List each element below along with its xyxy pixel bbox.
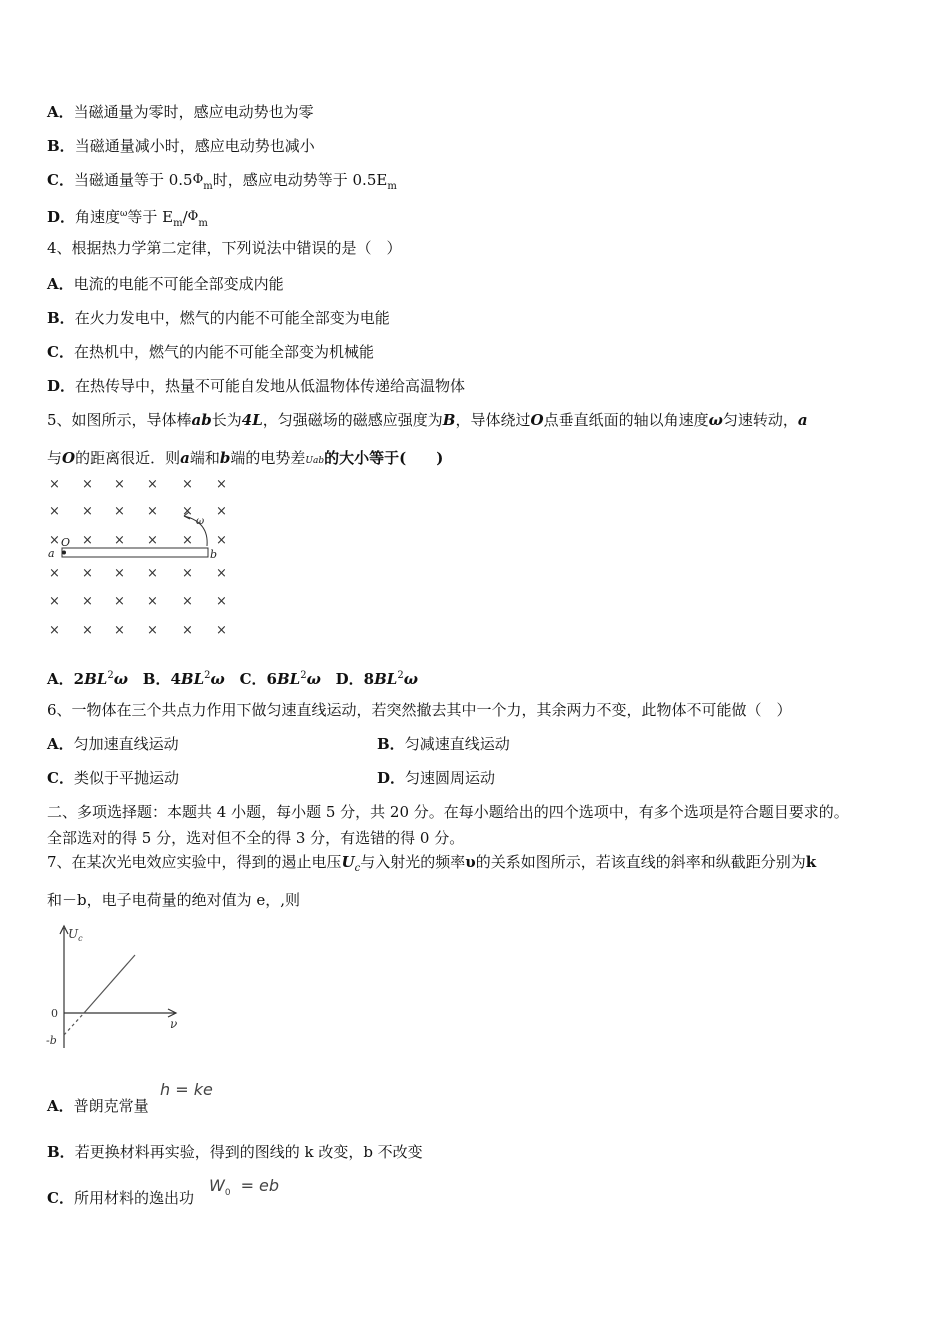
- q7-option-c: [47, 1188, 194, 1208]
- var-length: 4L: [241, 411, 263, 429]
- stem-text: 长为: [211, 411, 242, 429]
- var-a: a: [797, 411, 808, 429]
- option-label: B．: [142, 670, 171, 688]
- field-cross: ×: [216, 533, 227, 548]
- var-omega: ω: [113, 670, 128, 688]
- formula-rest: = eb: [240, 1176, 280, 1195]
- stem-text: 点垂直纸面的轴以角速度: [543, 411, 709, 429]
- stem-text: 匀速转动，: [722, 411, 798, 429]
- q5-option-a: [47, 670, 128, 688]
- field-cross: ×: [182, 594, 193, 609]
- field-cross: ×: [182, 623, 193, 638]
- option-label: D．: [335, 670, 364, 688]
- field-cross: ×: [82, 504, 93, 519]
- option-label: D．: [47, 208, 76, 226]
- var-omega: ω: [306, 670, 321, 688]
- field-cross: ×: [114, 504, 125, 519]
- q6-stem: 6、一物体在三个共点力作用下做匀速直线运动，若突然撤去其中一个力，其余两力不变，此物体不可能做（ ）: [47, 701, 792, 719]
- var-nu: υ: [465, 853, 476, 871]
- option-text: 等于 E: [127, 208, 174, 226]
- field-cross: ×: [82, 566, 93, 581]
- stem-text: 5、如图所示，导体棒: [47, 411, 192, 429]
- var-bl: BL: [84, 670, 108, 688]
- option-label: B．: [47, 1143, 75, 1161]
- option-text: 匀加速直线运动: [73, 735, 179, 753]
- option-label: D．: [47, 377, 76, 395]
- field-cross: ×: [114, 594, 125, 609]
- option-label: A．: [47, 670, 74, 688]
- q5-option-c: [240, 670, 321, 688]
- stem-text: 的距离很近．则: [75, 449, 181, 467]
- field-cross: ×: [114, 533, 125, 548]
- q6-option-d: [377, 768, 495, 788]
- stem-text: 端和: [189, 449, 220, 467]
- x-axis-label: ν: [170, 1017, 178, 1031]
- exponent: 2: [107, 670, 114, 681]
- option-label: C．: [47, 171, 74, 189]
- y-label-sub: c: [78, 934, 83, 943]
- q6-option-c: [47, 768, 179, 788]
- option-text: 在热传导中，热量不可能自发地从低温物体传递给高温物体: [75, 377, 466, 395]
- label-o: O: [61, 536, 71, 549]
- option-label: A．: [47, 1097, 74, 1115]
- coef: 8: [363, 670, 375, 688]
- field-cross: ×: [82, 477, 93, 492]
- q7-stem-line1: [47, 852, 816, 879]
- option-label: A．: [47, 275, 74, 293]
- var-o: O: [62, 449, 76, 467]
- coef: 4: [170, 670, 181, 688]
- pivot-point: [62, 551, 66, 555]
- var-b-end: b: [219, 449, 231, 467]
- q7-option-c-formula: [209, 1176, 279, 1198]
- coef: 2: [73, 670, 85, 688]
- option-text: 角速度: [75, 208, 121, 226]
- subscript: m: [198, 218, 208, 229]
- label-b: b: [210, 548, 218, 561]
- subscript: m: [203, 181, 213, 192]
- field-cross: ×: [49, 566, 60, 581]
- formula-w: W: [209, 1176, 225, 1195]
- option-text: 在火力发电中，燃气的内能不可能全部变为电能: [74, 309, 390, 327]
- option-label: B．: [47, 137, 75, 155]
- q5-option-d: [336, 670, 418, 688]
- q4-option-b: [47, 308, 390, 328]
- origin-label: 0: [51, 1007, 58, 1020]
- stem-text: 的关系如图所示，若该直线的斜率和纵截距分别为: [475, 853, 806, 871]
- q7-stem-line2: 和－b，电子电荷量的绝对值为 e，,则: [47, 891, 301, 909]
- option-label: C．: [47, 343, 74, 361]
- field-cross: ×: [49, 504, 60, 519]
- field-cross: ×: [216, 504, 227, 519]
- label-omega: ω: [196, 516, 205, 527]
- var-uab: Uab: [305, 456, 325, 466]
- field-cross: ×: [82, 594, 93, 609]
- graph-line-solid: [84, 955, 135, 1013]
- var-omega: ω: [403, 670, 419, 688]
- q7-option-b: [47, 1142, 423, 1162]
- stem-text: 7、在某次光电效应实验中，得到的遏止电压: [47, 853, 342, 871]
- stem-text: ，匀强磁场的磁感应强度为: [262, 411, 443, 429]
- stem-text: 端的电势差: [230, 449, 306, 467]
- field-cross: ×: [147, 533, 158, 548]
- q4-option-c: [47, 342, 374, 362]
- subscript: m: [387, 181, 397, 192]
- stem-text: 与: [47, 449, 63, 467]
- q4-stem: 4、根据热力学第二定律，下列说法中错误的是（ ）: [47, 239, 402, 257]
- option-label: D．: [377, 769, 406, 787]
- var-ab: ab: [191, 411, 212, 429]
- field-cross: ×: [114, 623, 125, 638]
- q7-option-a: [47, 1096, 149, 1116]
- var-u: U: [341, 853, 355, 871]
- exponent: 2: [397, 670, 404, 681]
- var-a: a: [180, 449, 190, 467]
- field-cross: ×: [82, 623, 93, 638]
- option-label: C．: [239, 670, 267, 688]
- q5-stem-line1: [47, 410, 808, 430]
- conductor-rod: [62, 548, 208, 557]
- option-label: C．: [47, 1189, 74, 1207]
- exponent: 2: [204, 670, 211, 681]
- field-cross: ×: [147, 594, 158, 609]
- omega-symbol: ω: [120, 209, 128, 219]
- q7-option-a-formula: h = ke: [160, 1080, 213, 1099]
- field-cross: ×: [182, 477, 193, 492]
- option-text: 当磁通量等于 0.5: [73, 171, 193, 189]
- field-cross: ×: [182, 504, 193, 519]
- option-text: 匀速圆周运动: [405, 769, 496, 787]
- option-text: 当磁通量减小时，感应电动势也减小: [74, 137, 315, 155]
- option-label: A．: [47, 103, 74, 121]
- q5-option-b: [143, 670, 225, 688]
- field-cross: ×: [82, 533, 93, 548]
- y-axis-label: [68, 927, 83, 943]
- y-label-main: U: [68, 927, 79, 941]
- var-b: B: [442, 411, 456, 429]
- intercept-label: -b: [46, 1034, 57, 1047]
- field-cross: ×: [182, 566, 193, 581]
- option-text: 电流的电能不可能全部变成内能: [73, 275, 284, 293]
- option-text: 时，感应电动势等于 0.5E: [212, 171, 388, 189]
- graph-line-dashed: [64, 1013, 84, 1035]
- option-text: 若更换材料再实验，得到的图线的 k 改变，b 不改变: [74, 1143, 423, 1161]
- var-bl: BL: [374, 670, 398, 688]
- q4-option-d: [47, 376, 465, 396]
- q3-option-c: [47, 170, 397, 197]
- option-text: 匀减速直线运动: [404, 735, 510, 753]
- option-label: B．: [47, 309, 75, 327]
- q6-option-a: [47, 734, 179, 754]
- var-k: k: [805, 853, 817, 871]
- option-text: 类似于平抛运动: [73, 769, 179, 787]
- field-cross: ×: [216, 477, 227, 492]
- q3-option-a: [47, 102, 314, 122]
- field-cross: ×: [114, 477, 125, 492]
- field-cross: ×: [114, 566, 125, 581]
- q3-option-d: [47, 204, 208, 234]
- field-cross: ×: [147, 504, 158, 519]
- exponent: 2: [300, 670, 307, 681]
- q5-options: [47, 666, 418, 689]
- stem-text: 与入射光的频率: [360, 853, 466, 871]
- option-label: C．: [47, 769, 74, 787]
- field-cross: ×: [147, 477, 158, 492]
- q5-stem-line2: [47, 448, 443, 471]
- q4-option-a: [47, 274, 284, 294]
- slash: /: [182, 208, 188, 226]
- var-omega: ω: [708, 411, 723, 429]
- phi-symbol: Φ: [192, 172, 204, 187]
- field-cross: ×: [216, 623, 227, 638]
- field-cross: ×: [147, 623, 158, 638]
- var-bl: BL: [180, 670, 205, 688]
- option-text: 在热机中，燃气的内能不可能全部变为机械能: [73, 343, 374, 361]
- subscript: c: [354, 863, 361, 874]
- stem-text: 的大小等于( ): [324, 449, 444, 467]
- var-bl: BL: [276, 670, 301, 688]
- section2-line1: 二、多项选择题：本题共 4 小题，每小题 5 分，共 20 分。在每小题给出的四个选项中，有多个选项是符合题目要求的。: [47, 803, 849, 821]
- section2-line2: 全部选对的得 5 分，选对但不全的得 3 分，有选错的得 0 分。: [47, 829, 465, 847]
- q5-field-figure: [44, 474, 234, 640]
- option-label: A．: [47, 735, 74, 753]
- label-a: a: [48, 547, 55, 560]
- field-cross: ×: [49, 623, 60, 638]
- q7-graph: [44, 920, 184, 1060]
- field-cross: ×: [49, 594, 60, 609]
- stem-text: ，导体绕过: [455, 411, 531, 429]
- phi-symbol: Φ: [187, 209, 199, 224]
- q3-option-b: [47, 136, 315, 156]
- option-text: 普朗克常量: [73, 1097, 149, 1115]
- field-cross: ×: [49, 533, 60, 548]
- var-omega: ω: [210, 670, 225, 688]
- var-o: O: [530, 411, 544, 429]
- coef: 6: [266, 670, 277, 688]
- formula-sub: 0: [224, 1188, 231, 1199]
- option-text: 当磁通量为零时，感应电动势也为零: [73, 103, 314, 121]
- field-cross: ×: [49, 477, 60, 492]
- field-cross: ×: [182, 533, 193, 548]
- subscript: m: [173, 218, 183, 229]
- option-label: B．: [377, 735, 405, 753]
- field-cross: ×: [216, 594, 227, 609]
- q6-option-b: [377, 734, 510, 754]
- field-cross: ×: [216, 566, 227, 581]
- option-text: 所用材料的逸出功: [73, 1189, 194, 1207]
- field-cross: ×: [147, 566, 158, 581]
